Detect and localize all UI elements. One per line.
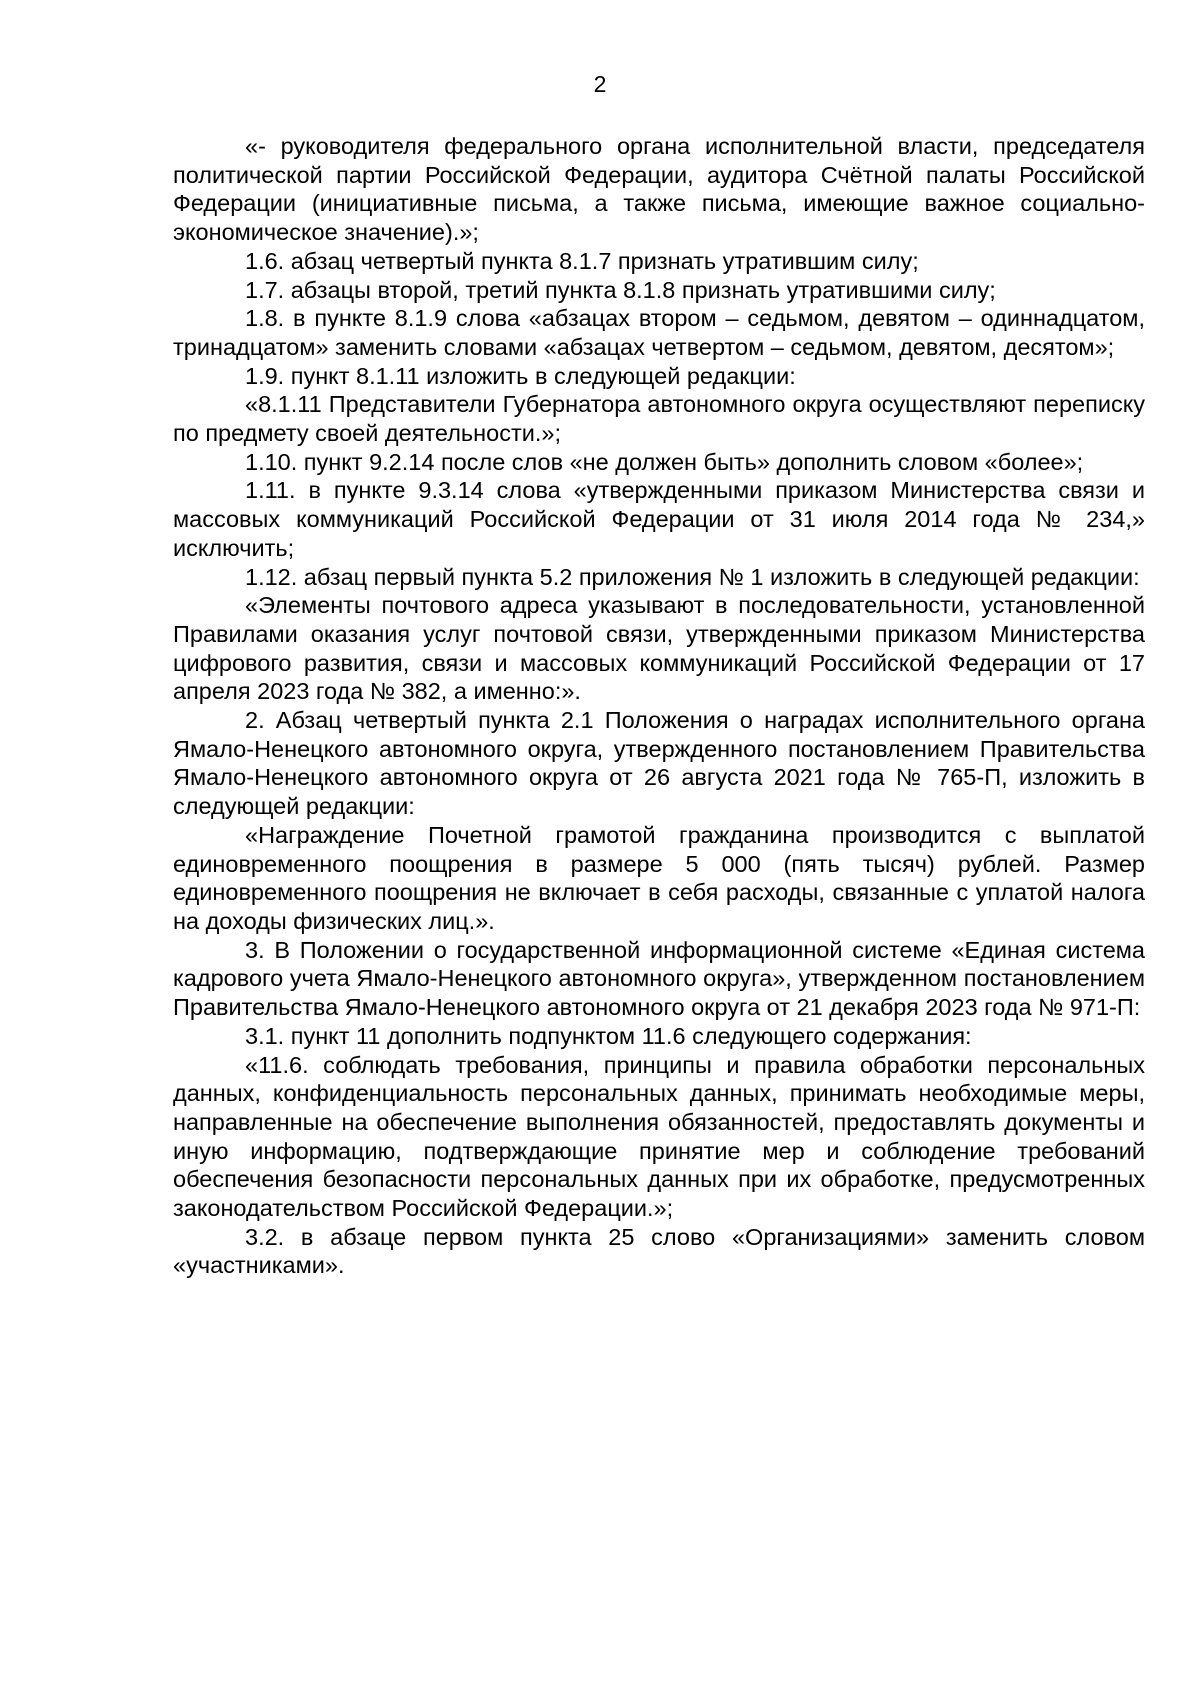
paragraph-quote-award: «Награждение Почетной грамотой гражданина производится с выплатой единовременного поощрения в размере 5 000 (пять тысяч) рублей. Размер единовременного поощрения не включает в себя расходы, связанные с уплатой налога на доходы физических лиц.». bbox=[173, 821, 1145, 934]
paragraph-quote-auditor: «- руководителя федерального органа исполнительной власти, председателя политической партии Российской Федерации, аудитора Счётной палаты Российской Федерации (инициативные письма, а также письма, имеющие важное социально-экономическое значение).»; bbox=[173, 133, 1145, 246]
paragraph-1-8: 1.8. в пункте 8.1.9 слова «абзацах втором – седьмом, девятом – одиннадцатом, тринадцатом» заменить словами «абзацах четвертом – седьмом, девятом, десятом»; bbox=[173, 305, 1145, 360]
paragraph-1-6: 1.6. абзац четвертый пункта 8.1.7 признать утратившим силу; bbox=[245, 247, 919, 274]
paragraph-1-11: 1.11. в пункте 9.3.14 слова «утвержденными приказом Министерства связи и массовых коммуникаций Российской Федерации от 31 июля 2014 года № 234,» исключить; bbox=[173, 477, 1145, 561]
paragraph-1-10: 1.10. пункт 9.2.14 после слов «не должен быть» дополнить словом «более»; bbox=[245, 448, 1084, 475]
paragraph-1-7: 1.7. абзацы второй, третий пункта 8.1.8 признать утратившими силу; bbox=[245, 276, 996, 303]
paragraph-quote-postal-address: «Элементы почтового адреса указывают в последовательности, установленной Правилами оказания услуг почтовой связи, утвержденными приказом Министерства цифрового развития, связи и массовых коммуникаций Российской Федерации от 17 апреля 2023 года № 382, а именно:». bbox=[173, 592, 1145, 705]
paragraph-3: 3. В Положении о государственной информационной системе «Единая система кадрового учета Ямало-Ненецкого автономного округа», утвержденном постановлением Правительства Ямало-Ненецкого автономного округа от 21 декабря 2023 года № 971-П: bbox=[173, 936, 1145, 1021]
paragraph-1-9: 1.9. пункт 8.1.11 изложить в следующей редакции: bbox=[245, 362, 796, 389]
paragraph-quote-8-1-11: «8.1.11 Представители Губернатора автономного округа осуществляют переписку по предмету своей деятельности.»; bbox=[173, 391, 1145, 447]
paragraph-3-2: 3.2. в абзаце первом пункта 25 слово «Организациями» заменить словом «участниками». bbox=[173, 1223, 1145, 1279]
paragraph-3-1: 3.1. пункт 11 дополнить подпунктом 11.6 следующего содержания: bbox=[245, 1022, 972, 1049]
paragraph-1-12: 1.12. абзац первый пункта 5.2 приложения № 1 изложить в следующей редакции: bbox=[245, 563, 1140, 590]
document-body bbox=[173, 132, 1145, 1280]
paragraph-quote-11-6: «11.6. соблюдать требования, принципы и правила обработки персональных данных, конфиденциальность персональных данных, принимать необходимые меры, направленные на обеспечение выполнения обязанностей, предоставлять документы и иную информацию, подтверждающие принятие мер и соблюдение требований обеспечения безопасности персональных данных при их обработке, предусмотренных законодательством Российской Федерации.»; bbox=[173, 1051, 1145, 1222]
page-number: 2 bbox=[593, 71, 607, 97]
paragraph-2: 2. Абзац четвертый пункта 2.1 Положения о наградах исполнительного органа Ямало-Ненецкого автономного округа, утвержденного постановлением Правительства Ямало-Ненецкого автономного округа от 26 августа 2021 года № 765-П, изложить в следующей редакции: bbox=[173, 707, 1145, 820]
